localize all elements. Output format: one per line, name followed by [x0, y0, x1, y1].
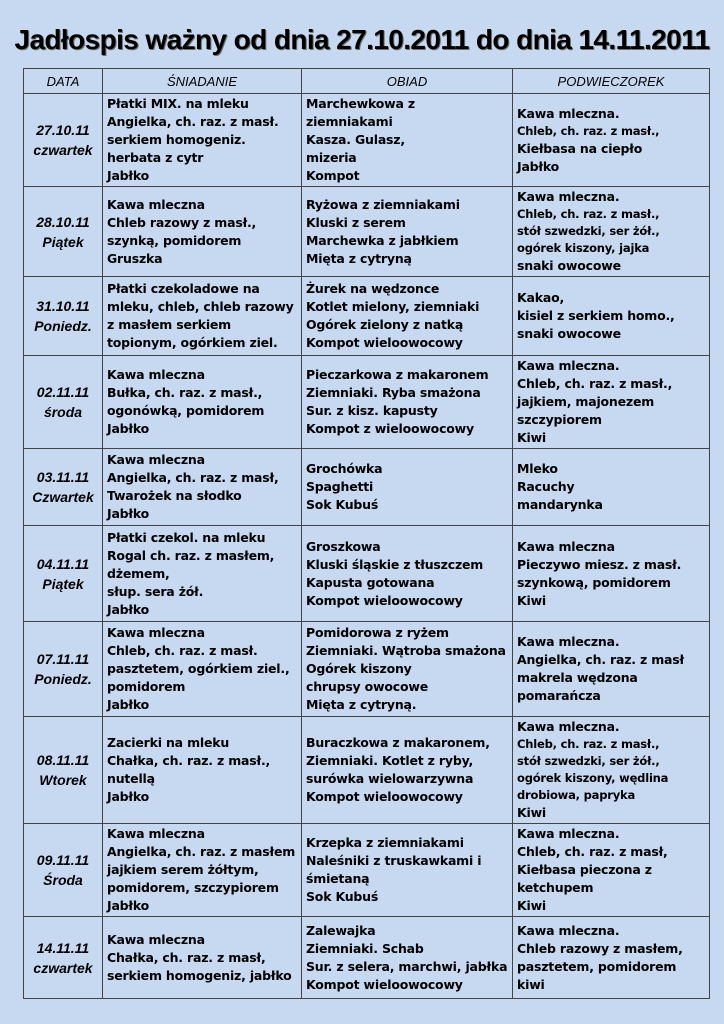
breakfast-cell	[103, 94, 302, 187]
snack-item: Kawa mleczna.	[517, 189, 620, 204]
date-label: 27.10.11	[36, 122, 90, 138]
header-breakfast: ŚNIADANIE	[103, 69, 302, 94]
table-row	[24, 717, 710, 824]
menu-table-body	[24, 94, 710, 999]
lunch-item: Spaghetti	[306, 479, 374, 494]
lunch-item: Buraczkowa z makaronem,	[306, 735, 490, 750]
breakfast-item: Bułka, ch. raz. z masł.,	[107, 385, 263, 400]
snack-cell	[513, 824, 710, 917]
lunch-item: Krzepka z ziemniakami	[306, 835, 464, 850]
breakfast-item: Chleb razowy z masł.,	[107, 214, 257, 230]
breakfast-cell	[103, 824, 302, 917]
lunch-item: Kompot	[306, 168, 360, 183]
date-cell	[24, 356, 103, 449]
breakfast-item: Kawa mleczna	[107, 625, 205, 640]
snack-item: stół szwedzki, ser żół.,	[517, 224, 660, 238]
menu-table	[23, 68, 710, 999]
snack-item: Kawa mleczna.	[517, 358, 620, 373]
lunch-cell	[302, 356, 513, 449]
breakfast-item: topionym, ogórkiem ziel.	[107, 335, 278, 350]
snack-item: Chleb razowy z masłem,	[517, 940, 683, 956]
snack-item: Chleb, ch. raz. z masł.,	[517, 123, 660, 138]
lunch-item: Groszkowa	[306, 538, 381, 554]
date-cell	[24, 717, 103, 824]
breakfast-item: pomidorem	[107, 679, 186, 694]
lunch-item: Kotlet mielony, ziemniaki	[306, 299, 480, 314]
snack-item: Kawa mleczna.	[517, 719, 620, 734]
breakfast-cell	[103, 526, 302, 622]
page-title: Jadłospis ważny od dnia 27.10.2011 do dnia 14.11.2011	[14, 24, 710, 55]
date-cell	[24, 94, 103, 187]
snack-item: Chleb, ch. raz. z masł.,	[517, 376, 673, 391]
lunch-item: Kasza. Gulasz,	[306, 132, 405, 147]
snack-cell	[513, 622, 710, 717]
lunch-item: Żurek na wędzonce	[306, 281, 440, 296]
breakfast-item: serkiem homogeniz.	[107, 132, 246, 147]
snack-item: Kawa mleczna.	[517, 922, 620, 938]
date-cell	[24, 917, 103, 999]
breakfast-item: mleku, chleb, chleb razowy	[107, 299, 294, 314]
lunch-item: Kapusta gotowana	[306, 574, 435, 590]
lunch-item: Pomidorowa z ryżem	[306, 625, 449, 640]
breakfast-item: Angielka, ch. raz. z masł,	[107, 470, 279, 485]
snack-item: Mleko	[517, 461, 558, 476]
breakfast-item: Jabłko	[107, 168, 150, 183]
date-label: 31.10.11	[36, 298, 90, 314]
snack-item: Chleb, ch. raz. z masł.,	[517, 207, 660, 221]
lunch-item: Kompot z wieloowocowy	[306, 421, 474, 436]
snack-item: Kawa mleczna.	[517, 634, 620, 649]
breakfast-item: Płatki MIX. na mleku	[107, 96, 249, 111]
date-label: 07.11.11	[36, 651, 90, 667]
snack-item: drobiowa, papryka	[517, 788, 636, 802]
snack-item: Pieczywo miesz. z masł.	[517, 556, 682, 572]
table-row	[24, 94, 710, 187]
snack-item: ogórek kiszony, jajka	[517, 241, 650, 255]
date-label: 02.11.11	[36, 384, 90, 400]
lunch-item: Sok Kubuś	[306, 497, 379, 512]
lunch-item: Marchewka z jabłkiem	[306, 232, 459, 248]
snack-item: Kawa mleczna.	[517, 826, 620, 841]
lunch-item: chrupsy owocowe	[306, 679, 429, 694]
breakfast-item: z masłem serkiem	[107, 317, 232, 332]
header-date: DATA	[24, 69, 103, 94]
weekday-label: Środa	[43, 872, 83, 888]
breakfast-item: Angielka, ch. raz. z masł.	[107, 114, 279, 129]
table-row	[24, 449, 710, 526]
lunch-item: surówka wielowarzywna	[306, 771, 474, 786]
lunch-item: Naleśniki z truskawkami i	[306, 853, 482, 868]
snack-cell	[513, 526, 710, 622]
breakfast-cell	[103, 917, 302, 999]
breakfast-item: słup. sera żół.	[107, 583, 204, 599]
breakfast-item: herbata z cytr	[107, 150, 204, 165]
date-label: 08.11.11	[36, 752, 90, 768]
date-cell	[24, 187, 103, 277]
lunch-item: Grochówka	[306, 461, 383, 476]
lunch-cell	[302, 622, 513, 717]
weekday-label: Piątek	[42, 233, 84, 250]
snack-item: stół szwedzki, ser żół.,	[517, 754, 660, 768]
breakfast-item: Kawa mleczna	[107, 452, 205, 467]
table-row	[24, 277, 710, 356]
snack-item: pomarańcza	[517, 688, 601, 703]
header-lunch: OBIAD	[302, 69, 513, 94]
breakfast-item: Jabłko	[107, 506, 150, 521]
breakfast-cell	[103, 622, 302, 717]
date-cell	[24, 277, 103, 356]
snack-item: Chleb, ch. raz. z masł,	[517, 844, 668, 859]
breakfast-item: Jabłko	[107, 697, 150, 712]
lunch-item: Mięta z cytryną	[306, 250, 412, 266]
table-row	[24, 356, 710, 449]
breakfast-item: Kawa mleczna	[107, 931, 205, 947]
breakfast-cell	[103, 449, 302, 526]
date-cell	[24, 526, 103, 622]
snack-item: Kiwi	[517, 805, 547, 820]
breakfast-item: Twarożek na słodko	[107, 488, 242, 503]
breakfast-item: pasztetem, ogórkiem ziel.,	[107, 661, 290, 676]
lunch-item: Ogórek zielony z natką	[306, 317, 464, 332]
lunch-item: Kompot wieloowocowy	[306, 789, 463, 804]
lunch-item: Kompot wieloowocowy	[306, 592, 463, 608]
breakfast-item: Jabłko	[107, 421, 150, 436]
lunch-item: Pieczarkowa z makaronem	[306, 367, 489, 382]
lunch-cell	[302, 94, 513, 187]
lunch-item: Ogórek kiszony	[306, 661, 412, 676]
breakfast-item: Chleb, ch. raz. z masł.	[107, 643, 258, 658]
lunch-item: Sok Kubuś	[306, 889, 379, 904]
lunch-cell	[302, 449, 513, 526]
lunch-item: Mięta z cytryną.	[306, 697, 417, 712]
breakfast-item: Kawa mleczna	[107, 826, 205, 841]
breakfast-cell	[103, 277, 302, 356]
breakfast-item: Chałka, ch. raz. z masł,	[107, 949, 266, 965]
date-label: 14.11.11	[36, 939, 90, 956]
breakfast-item: Kawa mleczna	[107, 196, 205, 212]
lunch-item: Kluski z serem	[306, 214, 406, 230]
breakfast-item: jajkiem serem żółtym,	[107, 862, 259, 877]
lunch-item: Ziemniaki. Schab	[306, 940, 424, 956]
breakfast-item: Chałka, ch. raz. z masł.,	[107, 753, 271, 768]
date-label: 03.11.11	[36, 469, 90, 485]
snack-item: ketchupem	[517, 880, 594, 895]
date-label: 04.11.11	[36, 555, 90, 572]
lunch-cell	[302, 187, 513, 277]
weekday-label: Poniedz.	[34, 671, 92, 687]
snack-item: makrela wędzona	[517, 670, 638, 685]
lunch-item: Sur. z kisz. kapusty	[306, 403, 438, 418]
snack-item: pasztetem, pomidorem	[517, 958, 677, 974]
lunch-cell	[302, 917, 513, 999]
snack-cell	[513, 277, 710, 356]
breakfast-item: Kawa mleczna	[107, 367, 205, 382]
snack-item: snaki owocowe	[517, 258, 621, 273]
breakfast-item: serkiem homogeniz, jabłko	[107, 967, 292, 983]
snack-item: kiwi	[517, 976, 545, 992]
breakfast-item: Jabłko	[107, 601, 150, 617]
snack-item: Kawa mleczna	[517, 538, 615, 554]
breakfast-item: Jabłko	[107, 789, 150, 804]
breakfast-cell	[103, 717, 302, 824]
weekday-label: Poniedz.	[34, 318, 92, 334]
lunch-item: mizeria	[306, 150, 357, 165]
breakfast-cell	[103, 187, 302, 277]
lunch-item: Ziemniaki. Wątroba smażona	[306, 643, 506, 658]
table-row	[24, 526, 710, 622]
table-row	[24, 622, 710, 717]
lunch-cell	[302, 526, 513, 622]
table-header-row	[24, 69, 710, 94]
breakfast-item: Gruszka	[107, 250, 163, 266]
breakfast-item: nutellą	[107, 771, 155, 786]
date-label: 28.10.11	[36, 213, 90, 230]
weekday-label: czwartek	[33, 142, 93, 158]
table-row	[24, 187, 710, 277]
breakfast-item: Rogal ch. raz. z masłem,	[107, 547, 275, 563]
breakfast-item: ogonówką, pomidorem	[107, 403, 265, 418]
weekday-label: Wtorek	[39, 772, 87, 788]
lunch-item: Ziemniaki. Kotlet z ryby,	[306, 753, 474, 768]
snack-item: Kiwi	[517, 592, 547, 608]
snack-item: szynkową, pomidorem	[517, 574, 671, 590]
lunch-item: Kompot wieloowocowy	[306, 335, 463, 350]
weekday-label: Piątek	[42, 575, 84, 592]
snack-cell	[513, 356, 710, 449]
snack-item: mandarynka	[517, 497, 603, 512]
snack-item: jajkiem, majonezem	[517, 394, 655, 409]
date-label: 09.11.11	[36, 852, 90, 868]
weekday-label: Czwartek	[32, 489, 94, 505]
snack-item: Kakao,	[517, 290, 565, 305]
snack-cell	[513, 449, 710, 526]
lunch-item: Marchewkowa z	[306, 96, 415, 111]
lunch-item: Zalewajka	[306, 922, 376, 938]
snack-item: kisiel z serkiem homo.,	[517, 308, 675, 323]
breakfast-item: szynką, pomidorem	[107, 232, 242, 248]
snack-item: Chleb, ch. raz. z masł.,	[517, 737, 660, 751]
snack-item: Kiełbasa na ciepło	[517, 140, 643, 156]
snack-cell	[513, 94, 710, 187]
lunch-cell	[302, 277, 513, 356]
lunch-item: śmietaną	[306, 871, 370, 886]
snack-item: szczypiorem	[517, 412, 602, 427]
table-row	[24, 917, 710, 999]
lunch-item: Kluski śląskie z tłuszczem	[306, 556, 484, 572]
breakfast-item: Zacierki na mleku	[107, 735, 230, 750]
snack-cell	[513, 187, 710, 277]
breakfast-item: Jabłko	[107, 898, 150, 913]
lunch-cell	[302, 717, 513, 824]
snack-item: Jabłko	[517, 158, 560, 174]
lunch-item: ziemniakami	[306, 114, 393, 129]
date-cell	[24, 449, 103, 526]
snack-item: Kiwi	[517, 430, 547, 445]
table-row	[24, 824, 710, 917]
snack-cell	[513, 917, 710, 999]
breakfast-item: Płatki czekol. na mleku	[107, 529, 266, 545]
header-snack: PODWIECZOREK	[513, 69, 710, 94]
lunch-item: Sur. z selera, marchwi, jabłka	[306, 958, 508, 974]
lunch-item: Kompot wieloowocowy	[306, 976, 463, 992]
breakfast-item: pomidorem, szczypiorem	[107, 880, 279, 895]
breakfast-item: Angielka, ch. raz. z masłem	[107, 844, 296, 859]
lunch-cell	[302, 824, 513, 917]
breakfast-cell	[103, 356, 302, 449]
snack-item: snaki owocowe	[517, 326, 621, 341]
date-cell	[24, 824, 103, 917]
weekday-label: środa	[43, 404, 83, 420]
snack-cell	[513, 717, 710, 824]
breakfast-item: Płatki czekoladowe na	[107, 281, 260, 296]
snack-item: Angielka, ch. raz. z masł	[517, 652, 684, 667]
breakfast-item: dżemem,	[107, 565, 170, 581]
snack-item: Racuchy	[517, 479, 575, 494]
snack-item: Kiwi	[517, 898, 547, 913]
snack-item: Kiełbasa pieczona z	[517, 862, 652, 877]
snack-item: Kawa mleczna.	[517, 105, 620, 121]
date-cell	[24, 622, 103, 717]
snack-item: ogórek kiszony, wędlina	[517, 771, 669, 785]
weekday-label: czwartek	[33, 959, 93, 976]
lunch-item: Ziemniaki. Ryba smażona	[306, 385, 481, 400]
lunch-item: Ryżowa z ziemniakami	[306, 196, 460, 212]
